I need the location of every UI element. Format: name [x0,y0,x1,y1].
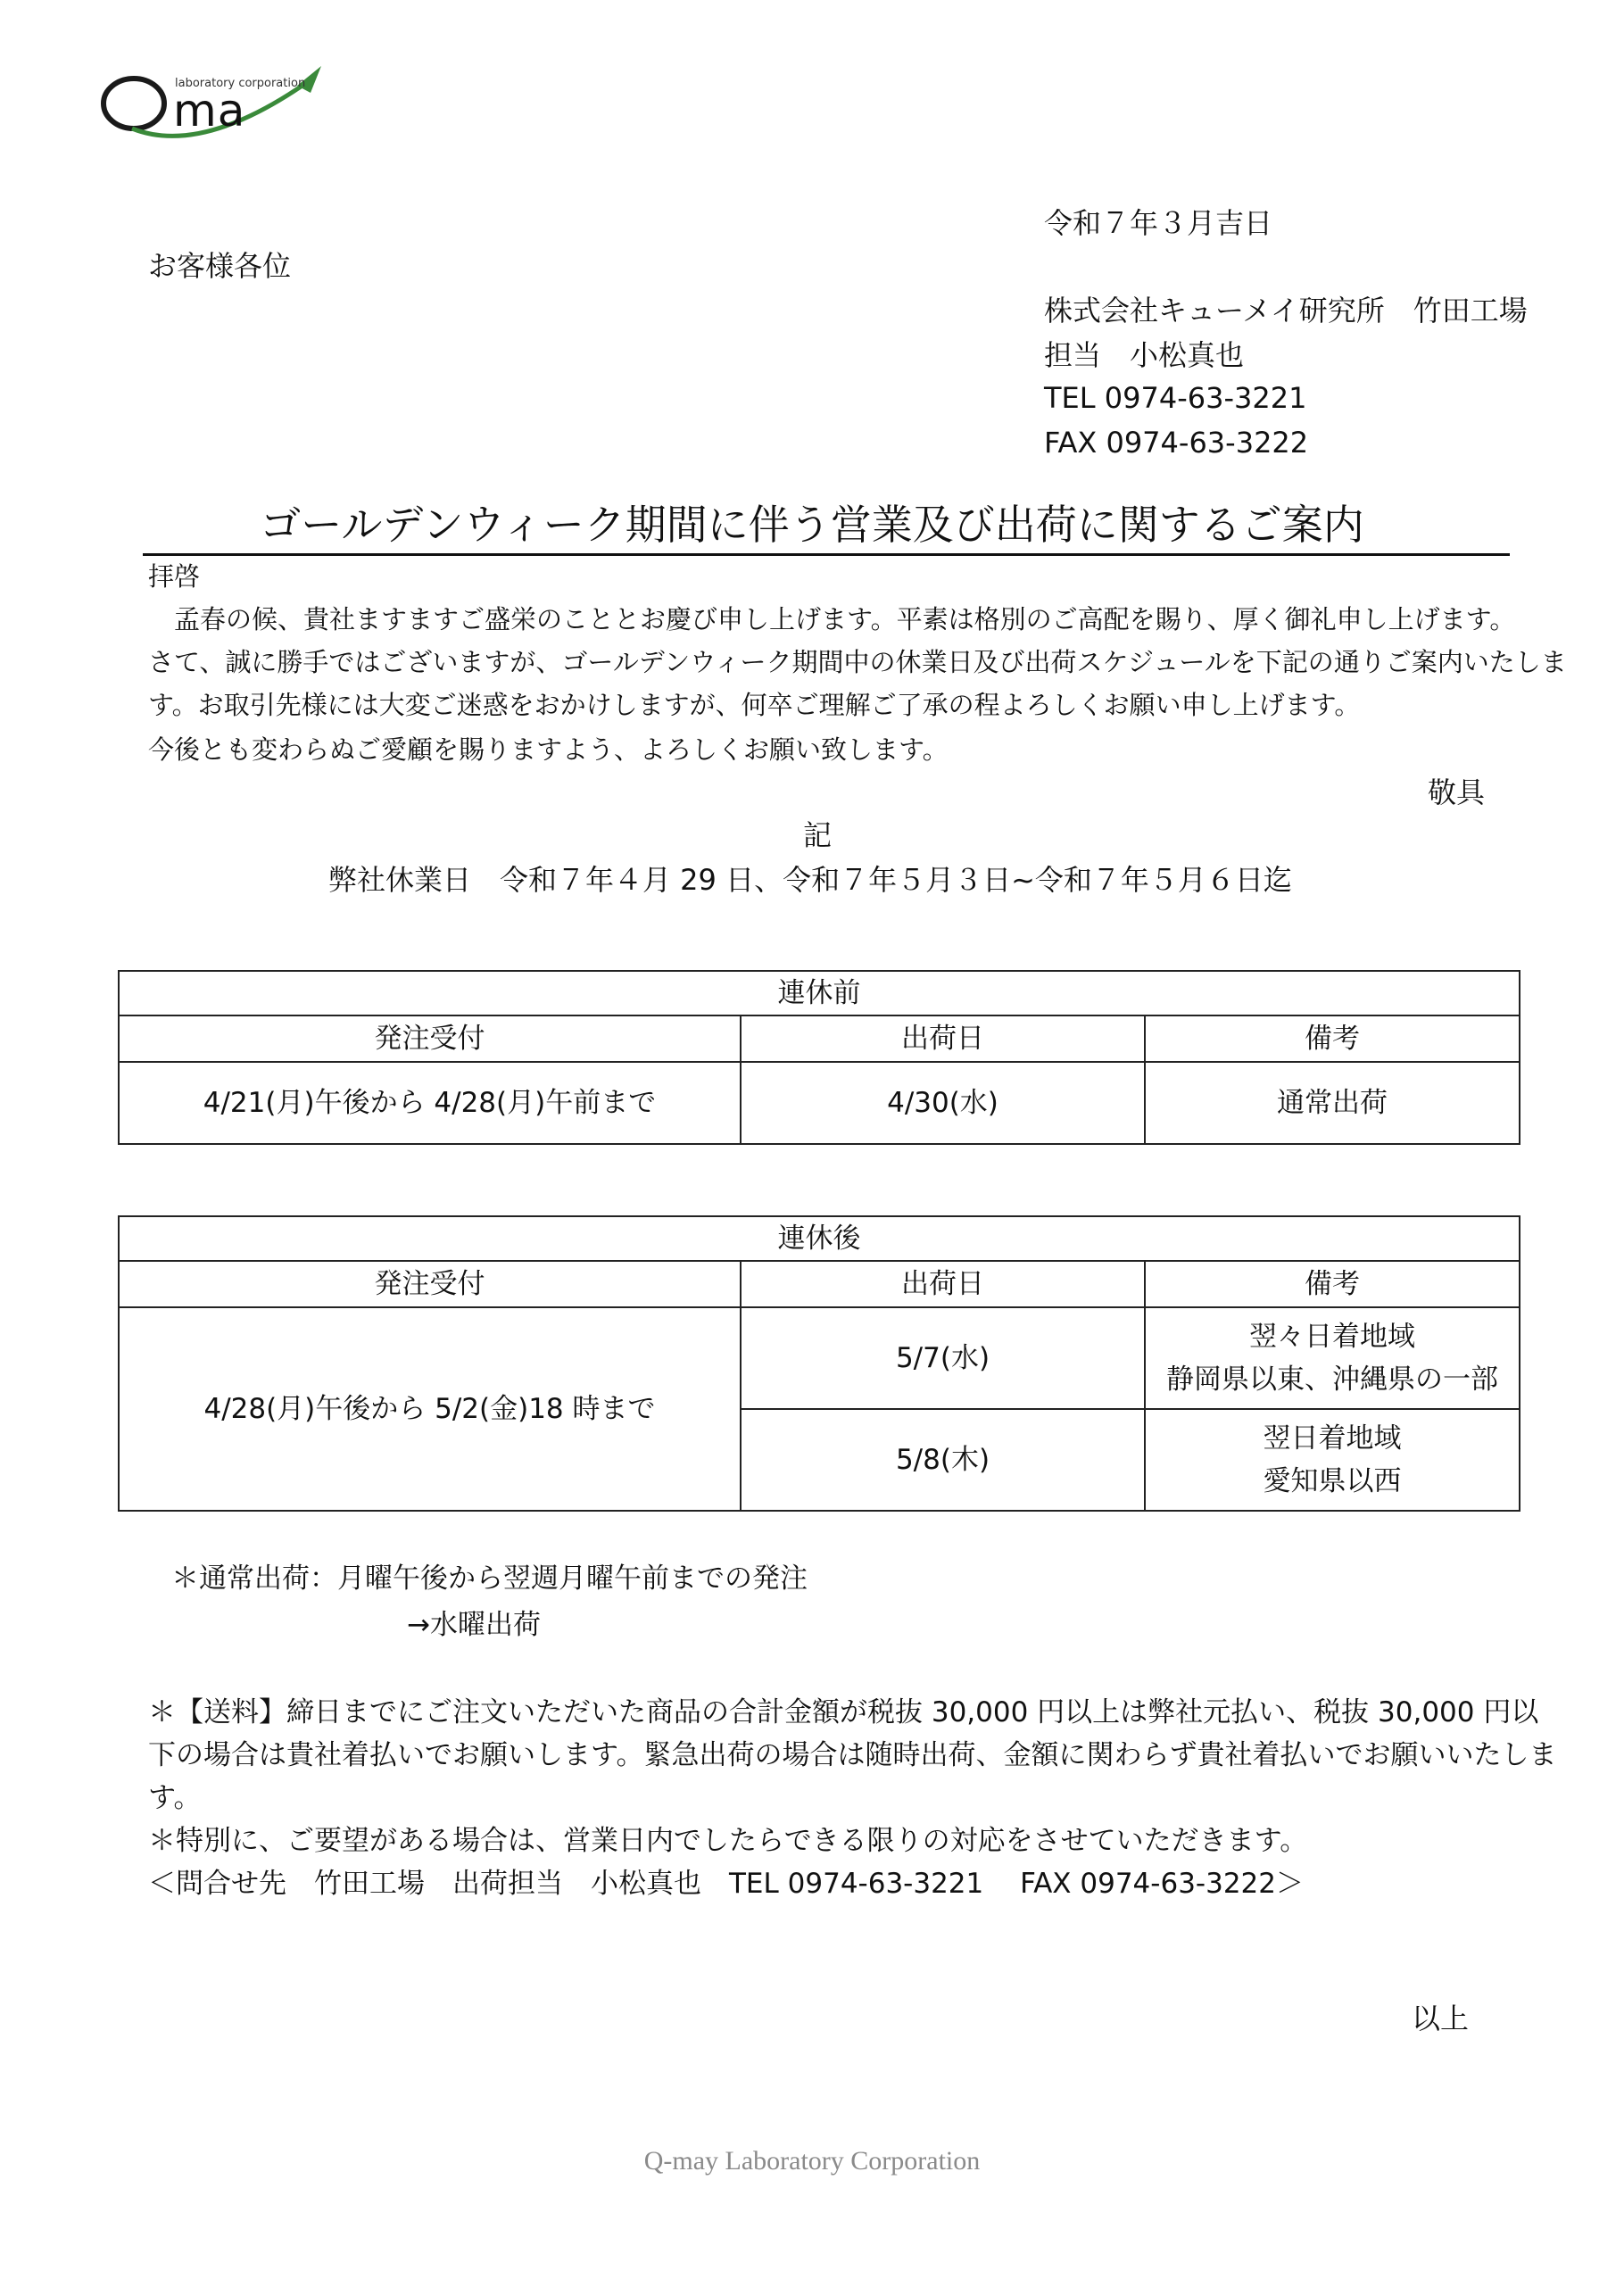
schedule-table-before [118,970,1520,1145]
body-line-4: 今後とも変わらぬご愛顧を賜りますよう、よろしくお願い致します。 [148,734,949,765]
footer-company-name: Q-may Laboratory Corporation [643,2146,981,2176]
company-logo [96,59,328,157]
table-header-ship-date: 出荷日 [741,1015,1145,1062]
body-line-1: 孟春の候、貴社ますますご盛栄のこととお慶び申し上げます。平素は格別のご高配を賜り、厚く御礼申し上げます。 [148,604,1516,634]
table-cell-order: 4/28(月)午後から 5/2(金)18 時まで [119,1307,741,1511]
remarks-line: 翌日着地域 [1263,1422,1402,1455]
body-line-2: さて、誠に勝手ではございますが、ゴールデンウィーク期間中の休業日及び出荷スケジュールを下記の通りご案内いたしま [148,647,1567,677]
closing-keigu: 敬具 [1428,775,1486,809]
table-cell-ship-date: 5/7(水) [741,1307,1145,1409]
table-header-remarks: 備考 [1145,1261,1520,1307]
remarks-line: 愛知県以西 [1263,1465,1402,1497]
issue-date: 令和７年３月吉日 [1044,206,1273,240]
logo-tagline: laboratory corporation [175,77,306,90]
greeting: 拝啓 [148,561,201,592]
sender-company: 株式会社キューメイ研究所 竹田工場 [1044,294,1528,327]
note-special: ＊特別に、ご要望がある場合は、営業日内でしたらできる限りの対応をさせていただきます。 [148,1825,1308,1857]
title-underline [143,553,1510,556]
recipient: お客様各位 [148,249,292,283]
note-shipping-fee-1: ＊【送料】締日までにご注文いただいた商品の合計金額が税抜 30,000 円以上は弊社元払い、税抜 30,000 円以 [148,1696,1539,1728]
table-cell-ship-date: 4/30(水) [741,1062,1145,1144]
table-header-order: 発注受付 [119,1015,741,1062]
remarks-line: 翌々日着地域 [1249,1321,1416,1353]
table-cell-remarks: 通常出荷 [1145,1062,1520,1144]
schedule-table-after [118,1215,1520,1512]
note-normal-shipping-arrow: →水曜出荷 [407,1609,541,1641]
table-header-ship-date: 出荷日 [741,1261,1145,1307]
logo-wordmark: ma [173,85,246,137]
table-cell-order: 4/21(月)午後から 4/28(月)午前まで [119,1062,741,1144]
table-caption: 連休後 [119,1216,1520,1261]
holiday-line: 弊社休業日 令和７年４月 29 日、令和７年５月３日~令和７年５月６日迄 [328,863,1292,897]
sender-tel: TEL 0974-63-3221 [1044,381,1307,415]
ki-mark: 記 [803,818,833,852]
note-shipping-fee-3: す。 [148,1782,202,1814]
table-cell-ship-date: 5/8(木) [741,1409,1145,1511]
body-line-3: す。お取引先様には大変ご迷惑をおかけしますが、何卒ご理解ご了承の程よろしくお願い申し上げます。 [148,690,1361,720]
table-caption: 連休前 [119,971,1520,1015]
note-shipping-fee-2: 下の場合は貴社着払いでお願いします。緊急出荷の場合は随時出荷、金額に関わらず貴社着払いでお願いいたしま [148,1739,1557,1771]
page-title: ゴールデンウィーク期間に伴う営業及び出荷に関するご案内 [260,501,1364,549]
table-header-remarks: 備考 [1145,1015,1520,1062]
table-cell-remarks [1145,1409,1520,1511]
closing-ijou: 以上 [1412,2002,1470,2035]
remarks-line: 静岡県以東、沖縄県の一部 [1166,1364,1499,1396]
sender-contact-person: 担当 小松真也 [1044,338,1245,372]
note-contact: ＜問合せ先 竹田工場 出荷担当 小松真也 TEL 0974-63-3221 FAX 0974-63-3222＞ [148,1868,1304,1900]
table-cell-remarks [1145,1307,1520,1409]
table-header-order: 発注受付 [119,1261,741,1307]
sender-fax: FAX 0974-63-3222 [1044,426,1309,460]
note-normal-shipping: ＊通常出荷：月曜午後から翌週月曜午前までの発注 [171,1562,808,1595]
